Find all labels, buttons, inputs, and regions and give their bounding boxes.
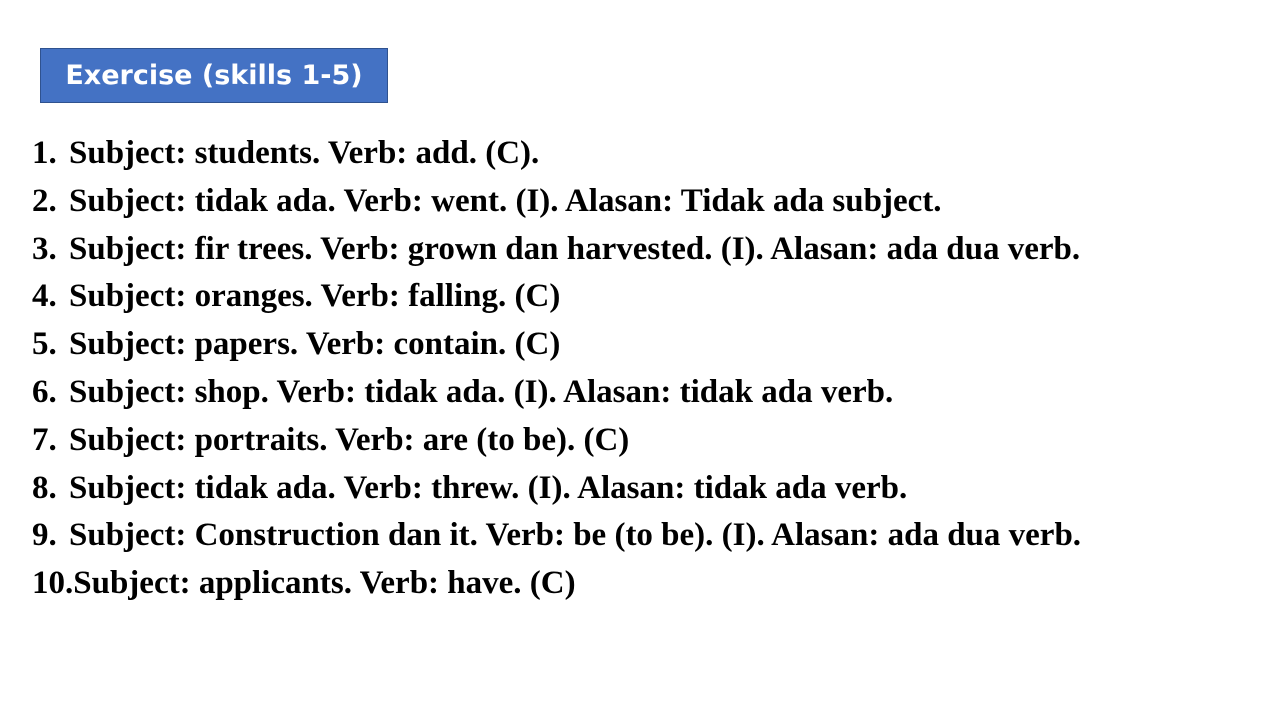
title-box <box>40 48 388 103</box>
answer-item-1 <box>32 130 1262 178</box>
answer-number: 4. <box>32 278 57 315</box>
answer-text: Subject: oranges. Verb: falling. (C) <box>69 278 561 315</box>
answer-item-10 <box>32 560 1262 608</box>
answer-item-3 <box>32 226 1262 274</box>
answer-text: Subject: fir trees. Verb: grown dan harvested. (I). Alasan: ada dua verb. <box>69 230 1081 267</box>
answer-number: 1. <box>32 135 57 171</box>
answer-number: 9. <box>32 517 57 554</box>
answer-number: 7. <box>32 421 57 458</box>
answer-number: 10. <box>32 565 74 602</box>
answer-item-2 <box>32 178 1262 226</box>
slide-title: Exercise (skills 1-5) <box>65 60 363 91</box>
answer-text: Subject: students. Verb: add. (C). <box>69 135 540 171</box>
answer-item-4 <box>32 273 1262 321</box>
answer-number: 6. <box>32 373 57 410</box>
answer-text: Subject: portraits. Verb: are (to be). (C) <box>69 421 630 458</box>
answer-text: Subject: Construction dan it. Verb: be (to be). (I). Alasan: ada dua verb. <box>69 517 1082 554</box>
answer-number: 2. <box>32 182 57 219</box>
answer-list <box>32 130 1262 608</box>
answer-item-8 <box>32 465 1262 513</box>
answer-number: 3. <box>32 230 57 267</box>
answer-item-6 <box>32 369 1262 417</box>
answer-item-9 <box>32 512 1262 560</box>
answer-text: Subject: tidak ada. Verb: threw. (I). Alasan: tidak ada verb. <box>69 469 908 506</box>
answer-number: 5. <box>32 326 57 363</box>
answer-text: Subject: tidak ada. Verb: went. (I). Alasan: Tidak ada subject. <box>69 182 942 219</box>
answer-text: Subject: papers. Verb: contain. (C) <box>69 326 561 363</box>
answer-item-7 <box>32 417 1262 465</box>
answer-text: Subject: shop. Verb: tidak ada. (I). Alasan: tidak ada verb. <box>69 373 894 410</box>
answer-number: 8. <box>32 469 57 506</box>
answer-text: Subject: applicants. Verb: have. (C) <box>73 565 576 602</box>
answer-item-5 <box>32 321 1262 369</box>
